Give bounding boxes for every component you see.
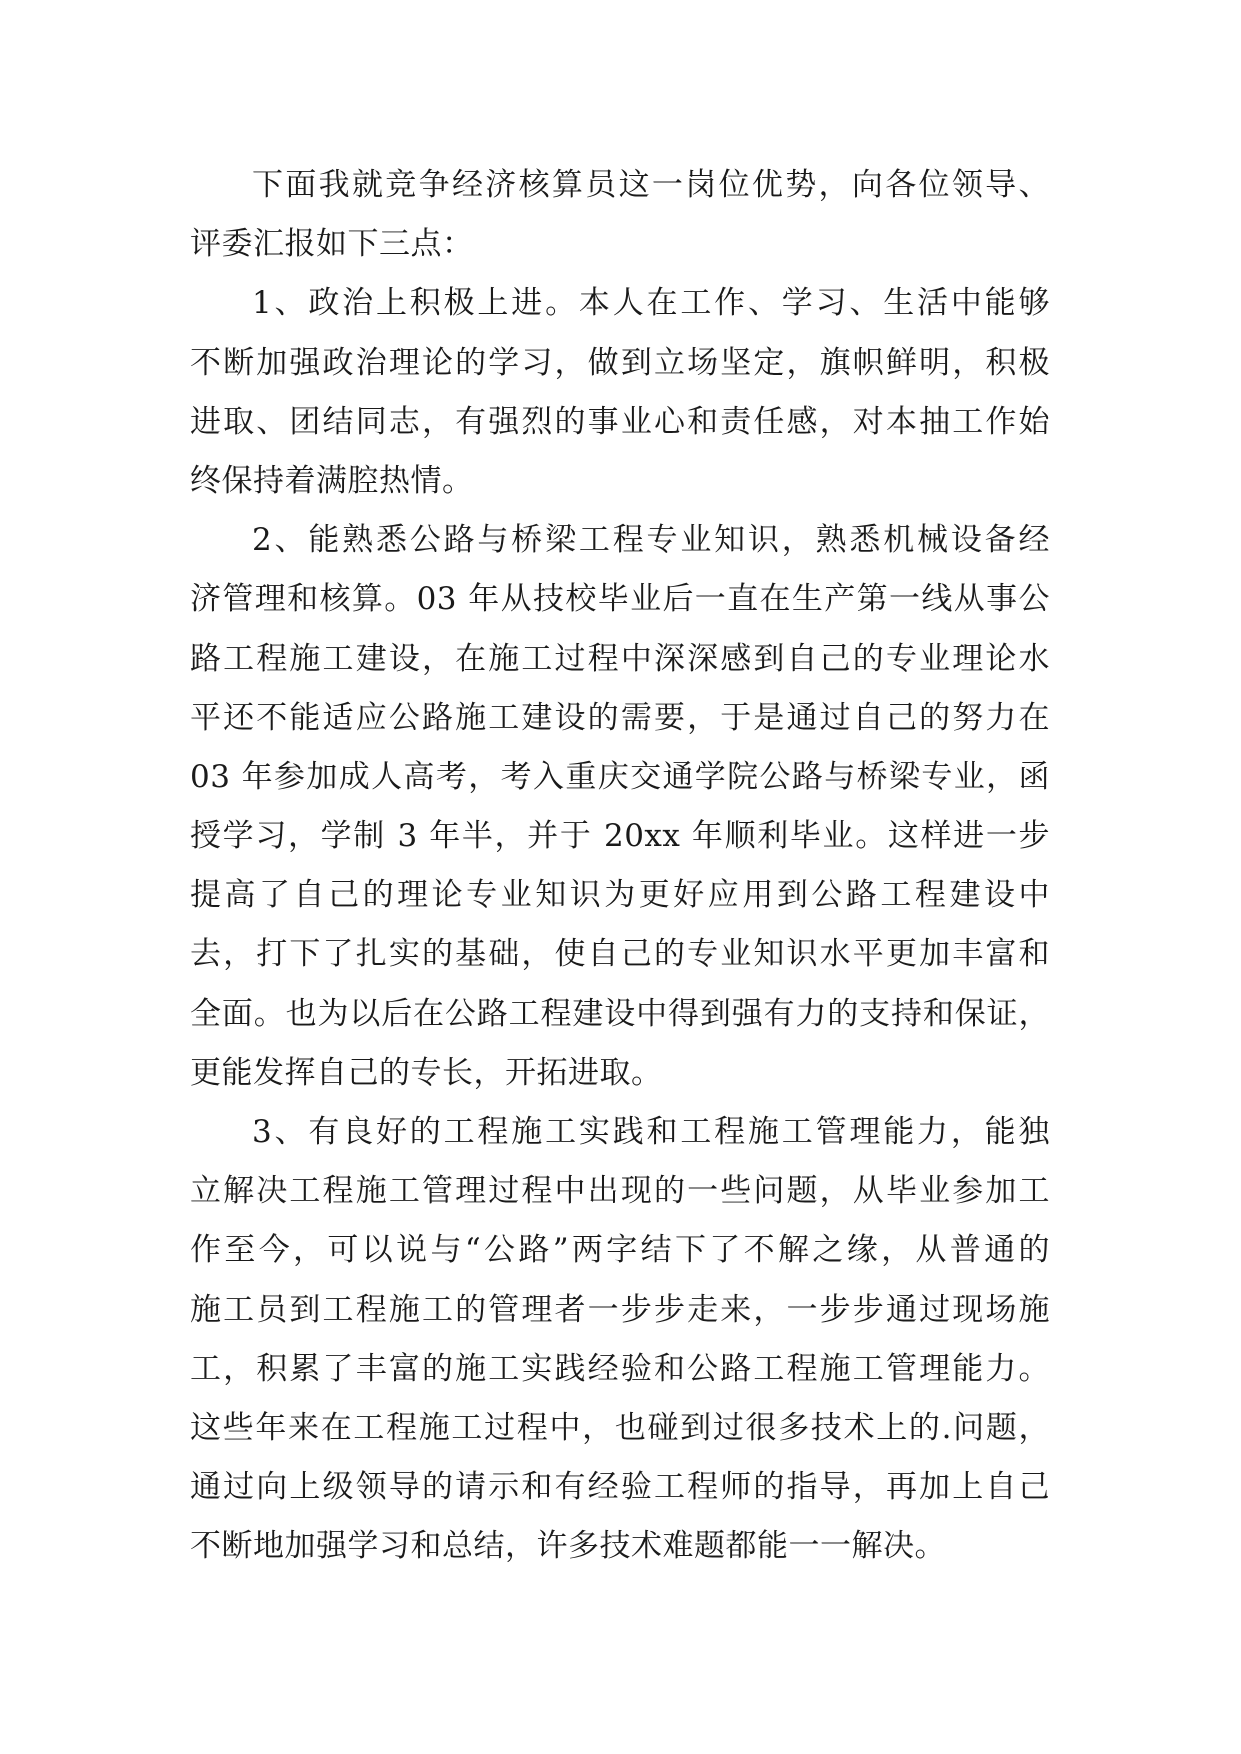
text-line: 1、政治上积极上进。本人在工作、学习、生活中能够 — [252, 285, 1050, 322]
text-line: 不断地加强学习和总结，许多技术难题都能一一解决。 — [190, 1528, 946, 1565]
text-line: 路工程施工建设，在施工过程中深深感到自己的专业理论水 — [190, 640, 1050, 677]
text-line: 终保持着满腔热情。 — [190, 462, 474, 499]
document-body — [190, 156, 1050, 1577]
paragraph-point-3 — [190, 1103, 1050, 1577]
text-line: 3、有良好的工程施工实践和工程施工管理能力，能独 — [252, 1114, 1050, 1150]
text-line: 更能发挥自己的专长，开拓进取。 — [190, 1054, 663, 1091]
text-line: 作至今，可以说与“公路”两字结下了不解之缘，从普通的 — [190, 1232, 1050, 1269]
paragraph-point-1 — [190, 274, 1050, 511]
text-line: 平还不能适应公路施工建设的需要，于是通过自己的努力在 — [190, 699, 1050, 736]
text-line: 2、能熟悉公路与桥梁工程专业知识，熟悉机械设备经 — [252, 522, 1050, 559]
text-line: 不断加强政治理论的学习，做到立场坚定，旗帜鲜明，积极 — [190, 344, 1050, 381]
text-line: 提高了自己的理论专业知识为更好应用到公路工程建设中 — [190, 877, 1050, 914]
text-line: 济管理和核算。03 年从技校毕业后一直在生产第一线从事公 — [190, 581, 1050, 618]
paragraph-intro — [190, 156, 1050, 274]
text-line: 评委汇报如下三点： — [190, 226, 474, 263]
text-line: 进取、团结同志，有强烈的事业心和责任感，对本抽工作始 — [190, 403, 1050, 440]
text-line: 立解决工程施工管理过程中出现的一些问题，从毕业参加工 — [190, 1173, 1050, 1210]
text-line: 施工员到工程施工的管理者一步步走来，一步步通过现场施 — [190, 1291, 1050, 1328]
text-line: 通过向上级领导的请示和有经验工程师的指导，再加上自己 — [190, 1469, 1050, 1506]
text-line: 去，打下了扎实的基础，使自己的专业知识水平更加丰富和 — [190, 936, 1050, 973]
text-line: 这些年来在工程施工过程中，也碰到过很多技术上的.问题， — [190, 1409, 1050, 1446]
text-line: 工，积累了丰富的施工实践经验和公路工程施工管理能力。 — [190, 1350, 1050, 1387]
text-line: 03 年参加成人高考，考入重庆交通学院公路与桥梁专业，函 — [190, 758, 1050, 795]
text-line: 下面我就竞争经济核算员这一岗位优势，向各位领导、 — [252, 167, 1050, 203]
paragraph-point-2 — [190, 511, 1050, 1103]
text-line: 授学习，学制 3 年半，并于 20xx 年顺利毕业。这样进一步 — [190, 818, 1050, 855]
text-line: 全面。也为以后在公路工程建设中得到强有力的支持和保证， — [190, 995, 1050, 1032]
